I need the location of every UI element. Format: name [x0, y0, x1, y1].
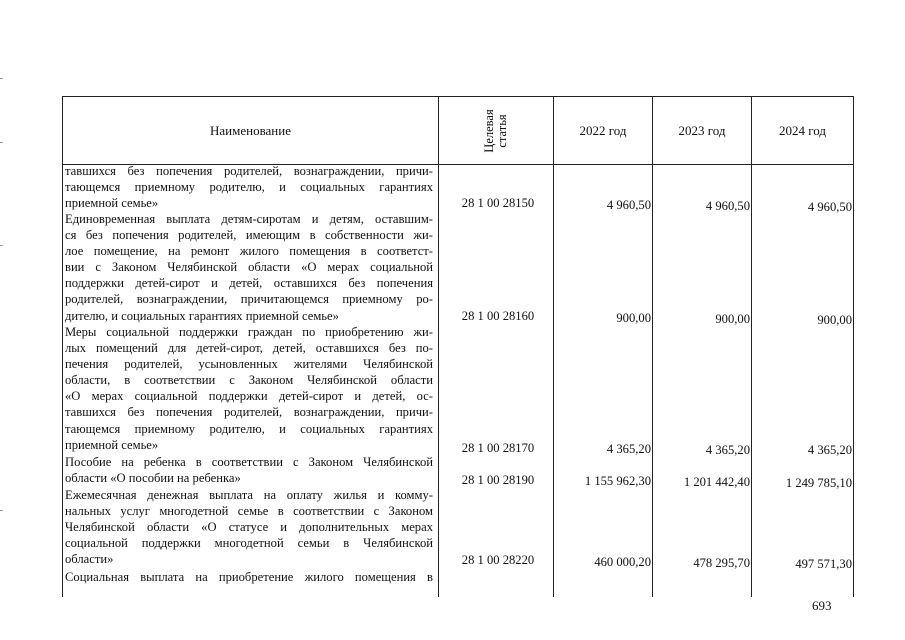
name-line: тавшихся без попечения родителей, вознаграждении, причи-: [65, 405, 433, 420]
name-line: Челябинской области «О статусе и дополнительных мерах: [65, 520, 433, 535]
column-divider: [553, 97, 554, 597]
name-line: тающемся приемному родителю, и социальных гарантиях: [65, 180, 433, 195]
name-line: вии с Законом Челябинской области «О мерах социальной: [65, 260, 433, 275]
column-divider: [652, 97, 653, 597]
table-row-name: [65, 163, 433, 211]
row-code: 28 1 00 28190: [461, 473, 535, 487]
name-line: области, в соответствии с Законом Челябинской области: [65, 373, 433, 388]
name-line: области»: [65, 552, 114, 567]
name-line: поддержки детей-сирот и детей, оставшихся без попечения: [65, 276, 433, 291]
name-line: социальной поддержки многодетной семьи в Челябинской: [65, 536, 433, 551]
row-code: 28 1 00 28170: [461, 441, 535, 455]
margin-mark: [0, 510, 3, 511]
budget-table: [62, 96, 854, 597]
header-2024-label: 2024 год: [779, 122, 826, 138]
row-value-2023: 1 201 442,40: [683, 475, 750, 489]
name-line: приемной семье»: [65, 196, 159, 211]
margin-mark: [0, 245, 3, 246]
name-line: лых помещений для детей-сирот, детей, оставшихся без по-: [65, 341, 433, 356]
name-line: Меры социальной поддержки граждан по приобретению жи-: [65, 325, 433, 339]
name-line: приемной семье»: [65, 437, 159, 452]
table-row-name: [65, 211, 433, 324]
name-line: родителей, вознаграждении, причитающемся приемному ро-: [65, 292, 433, 307]
name-line: области «О пособии на ребенка»: [65, 471, 241, 486]
column-divider: [751, 97, 752, 597]
row-code: 28 1 00 28160: [461, 309, 535, 323]
header-name-label: Наименование: [210, 122, 291, 138]
header-name: [63, 97, 438, 164]
header-2023-label: 2023 год: [678, 122, 726, 138]
name-line: печения родителей, усыновленных жителями Челябинской: [65, 357, 433, 372]
name-line: лое помещение, на ремонт жилого помещения в соответст-: [65, 244, 433, 259]
name-line: «О мерах социальной поддержки детей-сирот и детей, ос-: [65, 389, 433, 404]
row-value-2024: 4 960,50: [807, 200, 852, 214]
row-value-2023: 4 960,50: [705, 199, 750, 213]
name-line: Социальная выплата на приобретение жилого помещения в: [65, 570, 433, 584]
header-target-article: [439, 97, 553, 164]
row-value-2022: 4 365,20: [606, 442, 651, 456]
table-row-name: [65, 454, 433, 486]
row-value-2023: 4 365,20: [705, 443, 750, 457]
row-value-2022: 460 000,20: [594, 555, 651, 569]
name-line: ся без попечения родителей, имеющим в собственности жи-: [65, 228, 433, 243]
name-line: Единовременная выплата детям-сиротам и детям, оставшим-: [65, 212, 433, 226]
row-value-2024: 900,00: [817, 313, 852, 327]
header-2024: [752, 97, 853, 164]
name-line: Ежемесячная денежная выплата на оплату жилья и комму-: [65, 488, 433, 502]
page-number: 693: [812, 598, 832, 613]
row-value-2023: 478 295,70: [693, 556, 750, 570]
row-code: 28 1 00 28220: [461, 553, 535, 567]
name-line: тавшихся без попечения родителей, вознаграждении, причи-: [65, 164, 433, 178]
row-value-2022: 4 960,50: [606, 198, 651, 212]
table-row-name: [65, 487, 433, 567]
header-2023: [653, 97, 751, 164]
header-2022-label: 2022 год: [579, 122, 627, 138]
row-value-2024: 1 249 785,10: [785, 476, 852, 490]
margin-mark: [0, 78, 3, 79]
row-value-2024: 4 365,20: [807, 443, 852, 457]
row-code: 28 1 00 28150: [461, 196, 535, 210]
name-line: тающемся приемному родителю, и социальных гарантиях: [65, 421, 433, 436]
row-value-2023: 900,00: [715, 312, 750, 326]
header-target-article-label: Целевая статья: [482, 108, 509, 153]
name-line: нальных услуг многодетной семье в соответствии с Законом: [65, 504, 433, 519]
header-2022: [554, 97, 652, 164]
row-value-2024: 497 571,30: [795, 557, 852, 571]
row-value-2022: 1 155 962,30: [584, 474, 651, 488]
column-divider: [438, 97, 439, 597]
row-value-2022: 900,00: [616, 311, 651, 325]
table-row-name: [65, 569, 433, 585]
table-row-name: [65, 324, 433, 453]
margin-mark: [0, 142, 3, 143]
name-line: Пособие на ребенка в соответствии с Законом Челябинской: [65, 455, 433, 469]
name-line: дителю, и социальных гарантиях приемной семье»: [65, 308, 339, 323]
